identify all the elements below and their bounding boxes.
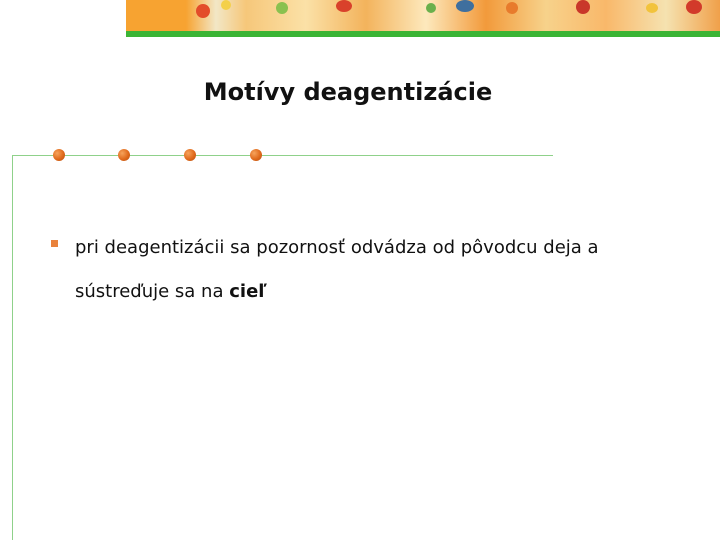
slide-title: Motívy deagentizácie — [203, 78, 493, 106]
bullet-item — [75, 226, 635, 314]
banner-flower-dot — [576, 0, 590, 14]
banner-flower-dot — [221, 0, 231, 10]
header-banner-image — [126, 0, 720, 32]
vertical-divider — [12, 155, 13, 540]
horizontal-divider — [12, 155, 553, 156]
bullet-text: pri deagentizácii sa pozornosť odvádza od pôvodcu deja a sústreďuje sa na — [75, 237, 599, 302]
orange-bead-icon — [250, 149, 262, 161]
header-green-bar — [126, 31, 720, 37]
banner-flower-dot — [686, 0, 702, 14]
banner-flower-dot — [276, 2, 288, 14]
banner-flower-dot — [506, 2, 518, 14]
banner-flower-dot — [456, 0, 474, 12]
orange-bead-icon — [184, 149, 196, 161]
banner-flower-dot — [196, 4, 210, 18]
orange-bead-icon — [118, 149, 130, 161]
banner-flower-dot — [336, 0, 352, 12]
banner-flower-dot — [426, 3, 436, 13]
square-bullet-icon — [51, 240, 58, 247]
orange-bead-icon — [53, 149, 65, 161]
banner-flower-dot — [646, 3, 658, 13]
bullet-emphasis: cieľ — [229, 281, 267, 302]
